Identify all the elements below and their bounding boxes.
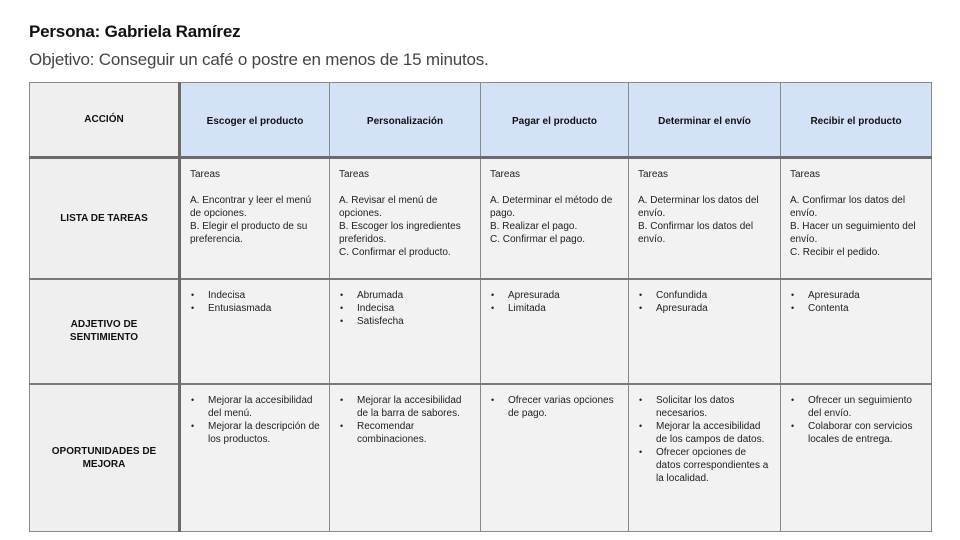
stage-header: Personalización xyxy=(330,83,481,158)
task-item: A. Revisar el menú de opciones. xyxy=(339,195,438,219)
feeling-item: • Entusiasmada xyxy=(190,302,320,315)
action-row xyxy=(30,83,932,158)
feelings-cell xyxy=(481,279,629,384)
opportunity-item: • Recomendar combinaciones. xyxy=(339,420,471,446)
tasks-cell xyxy=(629,158,781,279)
row-label-action: ACCIÓN xyxy=(30,83,180,158)
feelings-list xyxy=(339,289,471,328)
task-item: B. Escoger los ingredientes preferidos. xyxy=(339,221,461,245)
opportunities-list xyxy=(490,394,619,420)
feelings-list xyxy=(490,289,619,315)
persona-title: Persona: Gabriela Ramírez xyxy=(29,22,241,41)
tasks-cell xyxy=(330,158,481,279)
opportunities-list xyxy=(190,394,320,446)
stage-header: Escoger el producto xyxy=(180,83,330,158)
feelings-list xyxy=(190,289,320,315)
opportunity-item: • Ofrecer varias opciones de pago. xyxy=(490,394,619,420)
tasks-cell xyxy=(781,158,932,279)
feelings-cell xyxy=(781,279,932,384)
tasks-row xyxy=(30,158,932,279)
opportunities-cell xyxy=(781,384,932,532)
task-item: B. Elegir el producto de su preferencia. xyxy=(190,221,308,245)
feeling-item: • Satisfecha xyxy=(339,315,471,328)
opportunity-item: • Mejorar la accesibilidad de los campos de datos. xyxy=(638,420,771,446)
task-item: A. Encontrar y leer el menú de opciones. xyxy=(190,195,312,219)
opportunities-cell xyxy=(180,384,330,532)
feelings-row xyxy=(30,279,932,384)
task-item: A. Determinar el método de pago. xyxy=(490,195,613,219)
opportunities-cell xyxy=(629,384,781,532)
task-item: A. Confirmar los datos del envío. xyxy=(790,195,906,219)
opportunities-list xyxy=(339,394,471,446)
tasks-label: Tareas xyxy=(190,169,221,180)
feeling-item: • Indecisa xyxy=(339,302,471,315)
tasks-label: Tareas xyxy=(638,169,669,180)
opportunities-list xyxy=(790,394,922,446)
journey-map-table xyxy=(29,82,932,532)
stage-header: Determinar el envío xyxy=(629,83,781,158)
feelings-cell xyxy=(629,279,781,384)
opportunities-cell xyxy=(330,384,481,532)
task-item: C. Recibir el pedido. xyxy=(790,247,881,258)
task-item: B. Confirmar los datos del envío. xyxy=(638,221,754,245)
row-label-feelings: ADJETIVO DE SENTIMIENTO xyxy=(30,279,180,384)
tasks-cell xyxy=(180,158,330,279)
tasks-label: Tareas xyxy=(790,169,821,180)
opportunities-list xyxy=(638,394,771,485)
row-label-tasks: LISTA DE TAREAS xyxy=(30,158,180,279)
objective-subtitle: Objetivo: Conseguir un café o postre en menos de 15 minutos. xyxy=(29,50,489,69)
task-item: B. Realizar el pago. xyxy=(490,221,578,232)
tasks-cell xyxy=(481,158,629,279)
row-label-opportunities: OPORTUNIDADES DE MEJORA xyxy=(30,384,180,532)
stage-header: Recibir el producto xyxy=(781,83,932,158)
stage-header: Pagar el producto xyxy=(481,83,629,158)
feeling-item: • Apresurada xyxy=(490,289,619,302)
feelings-cell xyxy=(180,279,330,384)
opportunities-cell xyxy=(481,384,629,532)
opportunity-item: • Mejorar la accesibilidad de la barra de sabores. xyxy=(339,394,471,420)
opportunity-item: • Mejorar la descripción de los productos. xyxy=(190,420,320,446)
task-item: B. Hacer un seguimiento del envío. xyxy=(790,221,916,245)
feelings-cell xyxy=(330,279,481,384)
feelings-list xyxy=(638,289,771,315)
task-item: C. Confirmar el producto. xyxy=(339,247,451,258)
task-item: C. Confirmar el pago. xyxy=(490,234,586,245)
opportunity-item: • Mejorar la accesibilidad del menú. xyxy=(190,394,320,420)
feeling-item: • Apresurada xyxy=(790,289,922,302)
opportunities-row xyxy=(30,384,932,532)
feeling-item: • Confundida xyxy=(638,289,771,302)
feeling-item: • Contenta xyxy=(790,302,922,315)
opportunity-item: • Ofrecer opciones de datos correspondientes a la localidad. xyxy=(638,446,771,485)
task-item: A. Determinar los datos del envío. xyxy=(638,195,759,219)
feeling-item: • Abrumada xyxy=(339,289,471,302)
opportunity-item: • Solicitar los datos necesarios. xyxy=(638,394,771,420)
opportunity-item: • Colaborar con servicios locales de entrega. xyxy=(790,420,922,446)
feeling-item: • Limitada xyxy=(490,302,619,315)
opportunity-item: • Ofrecer un seguimiento del envío. xyxy=(790,394,922,420)
feeling-item: • Indecisa xyxy=(190,289,320,302)
feelings-list xyxy=(790,289,922,315)
tasks-label: Tareas xyxy=(339,169,370,180)
tasks-label: Tareas xyxy=(490,169,521,180)
feeling-item: • Apresurada xyxy=(638,302,771,315)
